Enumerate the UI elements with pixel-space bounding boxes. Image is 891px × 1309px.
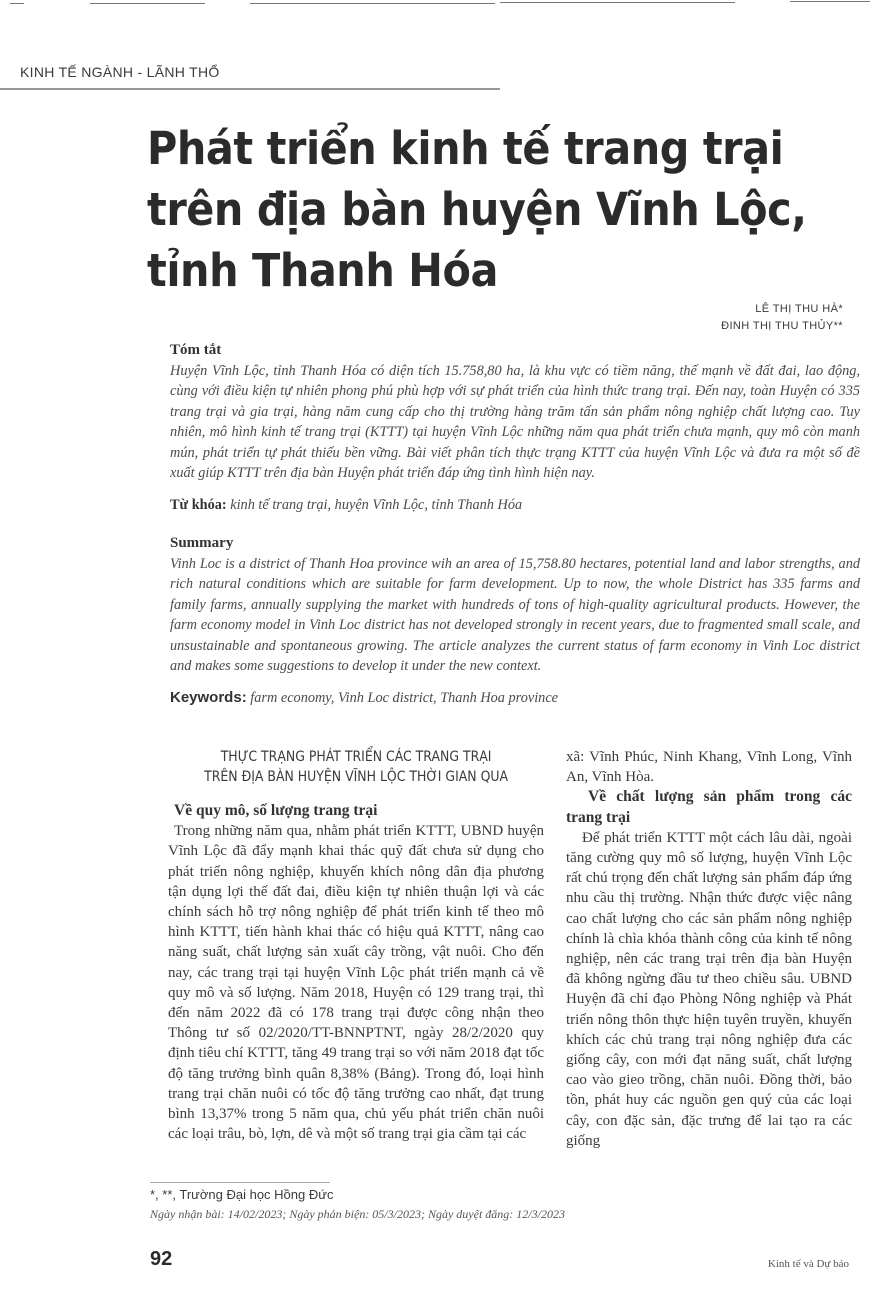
header-rule: [0, 88, 500, 90]
body-column-right: [566, 747, 852, 1151]
abstract-en: [170, 533, 860, 708]
abstract-en-text: Vinh Loc is a district of Thanh Hoa province wih an area of 15,758.80 hectares, potential land and labor strengths, and rich natural conditions which are suitable for farm development. Up to now, the whole District has 335 farms and family farms, annually supplying the market with hundreds of tons of high-quality agricultural products. However, the farm economy model in Vinh Loc district has not developed strongly in recent years, due to fragmented small scale, and unsustainable and spontaneous growing. The article analyzes the current status of farm economy in Vinh Loc district and makes some suggestions to develop it under the new context.: [170, 555, 860, 674]
author-name: ĐINH THỊ THU THỦY**: [721, 320, 843, 332]
keywords-en-value: farm economy, Vinh Loc district, Thanh Hoa province: [250, 689, 559, 706]
footnote-rule: [150, 1182, 330, 1183]
abstract-vi-heading: Tóm tắt: [170, 342, 222, 358]
abstract-vi-text: Huyện Vĩnh Lộc, tỉnh Thanh Hóa có diện tích 15.758,80 ha, là khu vực có tiềm năng, thế mạnh về đất đai, lao động, cùng với điều kiện tự nhiên phong phú phù hợp với sự phát triển của hình thức trang trại. Đến nay, toàn Huyện có 335 trang trại và gia trại, hàng năm cung cấp cho thị trường hàng trăm tấn sản phẩm nông nghiệp chất lượng cao. Tuy nhiên, mô hình kinh tế trang trại (KTTT) tại huyện Vĩnh Lộc những năm qua phát triển chưa mạnh, quy mô còn manh mún, phát triển tự phát thiếu bền vững. Bài viết phân tích thực trạng KTTT của huyện Vĩnh Lộc và đưa ra một số đề xuất giúp KTTT trên địa bàn Huyện phát triển đáp ứng tình hình hiện nay.: [170, 362, 860, 481]
keywords-vi-value: kinh tế trang trại, huyện Vĩnh Lộc, tỉnh Thanh Hóa: [230, 496, 523, 513]
abstract-en-heading: Summary: [170, 535, 234, 551]
title-line: tỉnh Thanh Hóa: [147, 244, 498, 297]
author-list: [721, 301, 843, 335]
section-heading: [168, 747, 543, 787]
abstract-section: [170, 340, 860, 720]
keywords-en: [170, 688, 860, 709]
title-line: Phát triển kinh tế trang trại: [147, 122, 784, 175]
body-column-left: [168, 747, 544, 1144]
affiliation-footnote: *, **, Trường Đại học Hồng Đức: [150, 1187, 334, 1202]
keywords-en-label: Keywords:: [170, 688, 247, 706]
paragraph-scale-cont: xã: Vĩnh Phúc, Ninh Khang, Vĩnh Long, Vĩnh An, Vĩnh Hòa.: [566, 749, 852, 786]
subheading-scale: Về quy mô, số lượng trang trại: [174, 802, 378, 819]
journal-name: Kinh tế và Dự báo: [767, 1258, 849, 1270]
page-number: 92: [150, 1248, 173, 1270]
scan-artifact-lines: [0, 0, 891, 8]
title-line: trên địa bàn huyện Vĩnh Lộc,: [147, 183, 807, 236]
section-heading-line: THỰC TRẠNG PHÁT TRIỂN CÁC TRANG TRẠI: [220, 749, 492, 765]
paragraph-quality: Để phát triển KTTT một cách lâu dài, ngoài tăng cường quy mô số lượng, huyện Vĩnh Lộc rất chú trọng đến chất lượng sản phẩm đáp ứng nhu cầu thị trường. Nhận thức được việc nâng cao chất lượng cho các sản phẩm nông nghiệp chính là chìa khóa thành công của kinh tế nông nghiệp, nên các trang trại trên địa bàn Huyện đã không ngừng đầu tư theo chiều sâu. UBND Huyện đã chỉ đạo Phòng Nông nghiệp và Phát triển nông thôn thực hiện tuyên truyền, khuyến khích các chủ trang trại nông nghiệp đưa các giống cây, con mới đạt năng suất, chất lượng cao vào gieo trồng, chăn nuôi. Đồng thời, bảo tồn, phát huy các nguồn gen quý của các loại cây, con đặc sản, đặc trưng để lai tạo ra các giống: [566, 829, 852, 1149]
author-name: LÊ THỊ THU HÀ*: [755, 303, 843, 315]
paragraph-scale: Trong những năm qua, nhằm phát triển KTTT, UBND huyện Vĩnh Lộc đã đẩy mạnh khai thác quỹ đất chưa sử dụng cho phát triển nông nghiệp, khuyến khích nông dân địa phương tận dụng lợi thế đất đai, điều kiện tự nhiên thuận lợi và các chính sách hỗ trợ nông nghiệp để phát triển kinh tế theo mô hình KTTT, tiến hành khai thác có hiệu quả KTTT, nâng cao năng suất, chất lượng sản xuất cây trồng, vật nuôi. Cho đến nay, các trang trại tại huyện Vĩnh Lộc phát triển mạnh cả về quy mô và số lượng. Năm 2018, Huyện có 129 trang trại, thì đến năm 2022 đã có 178 trang trại được công nhận theo Thông tư số 02/2020/TT-BNNPTNT, ngày 28/2/2020 quy định tiêu chí KTTT, tăng 49 trang trại so với năm 2018 đạt tốc độ tăng trưởng bình quân 8,38% (Bảng). Trong đó, loại hình trang trại chăn nuôi có tốc độ tăng trưởng cao nhất, đạt trung bình 13,37% trong 5 năm qua, chủ yếu phát triển chăn nuôi các loại trâu, bò, lợn, dê và một số trang trại gia cầm tại các: [168, 823, 544, 1143]
abstract-vi: [170, 340, 860, 515]
section-label: KINH TẾ NGÀNH - LÃNH THỔ: [20, 64, 220, 80]
subheading-quality: Về chất lượng sản phẩm trong các trang trại: [566, 788, 852, 826]
keywords-vi-label: Từ khóa:: [170, 496, 227, 513]
article-title: [147, 118, 809, 301]
submission-dates: Ngày nhận bài: 14/02/2023; Ngày phản biện: 05/3/2023; Ngày duyệt đăng: 12/3/2023: [150, 1207, 565, 1221]
section-heading-line: TRÊN ĐỊA BÀN HUYỆN VĨNH LỘC THỜI GIAN QUA: [204, 769, 508, 785]
keywords-vi: [170, 495, 860, 516]
